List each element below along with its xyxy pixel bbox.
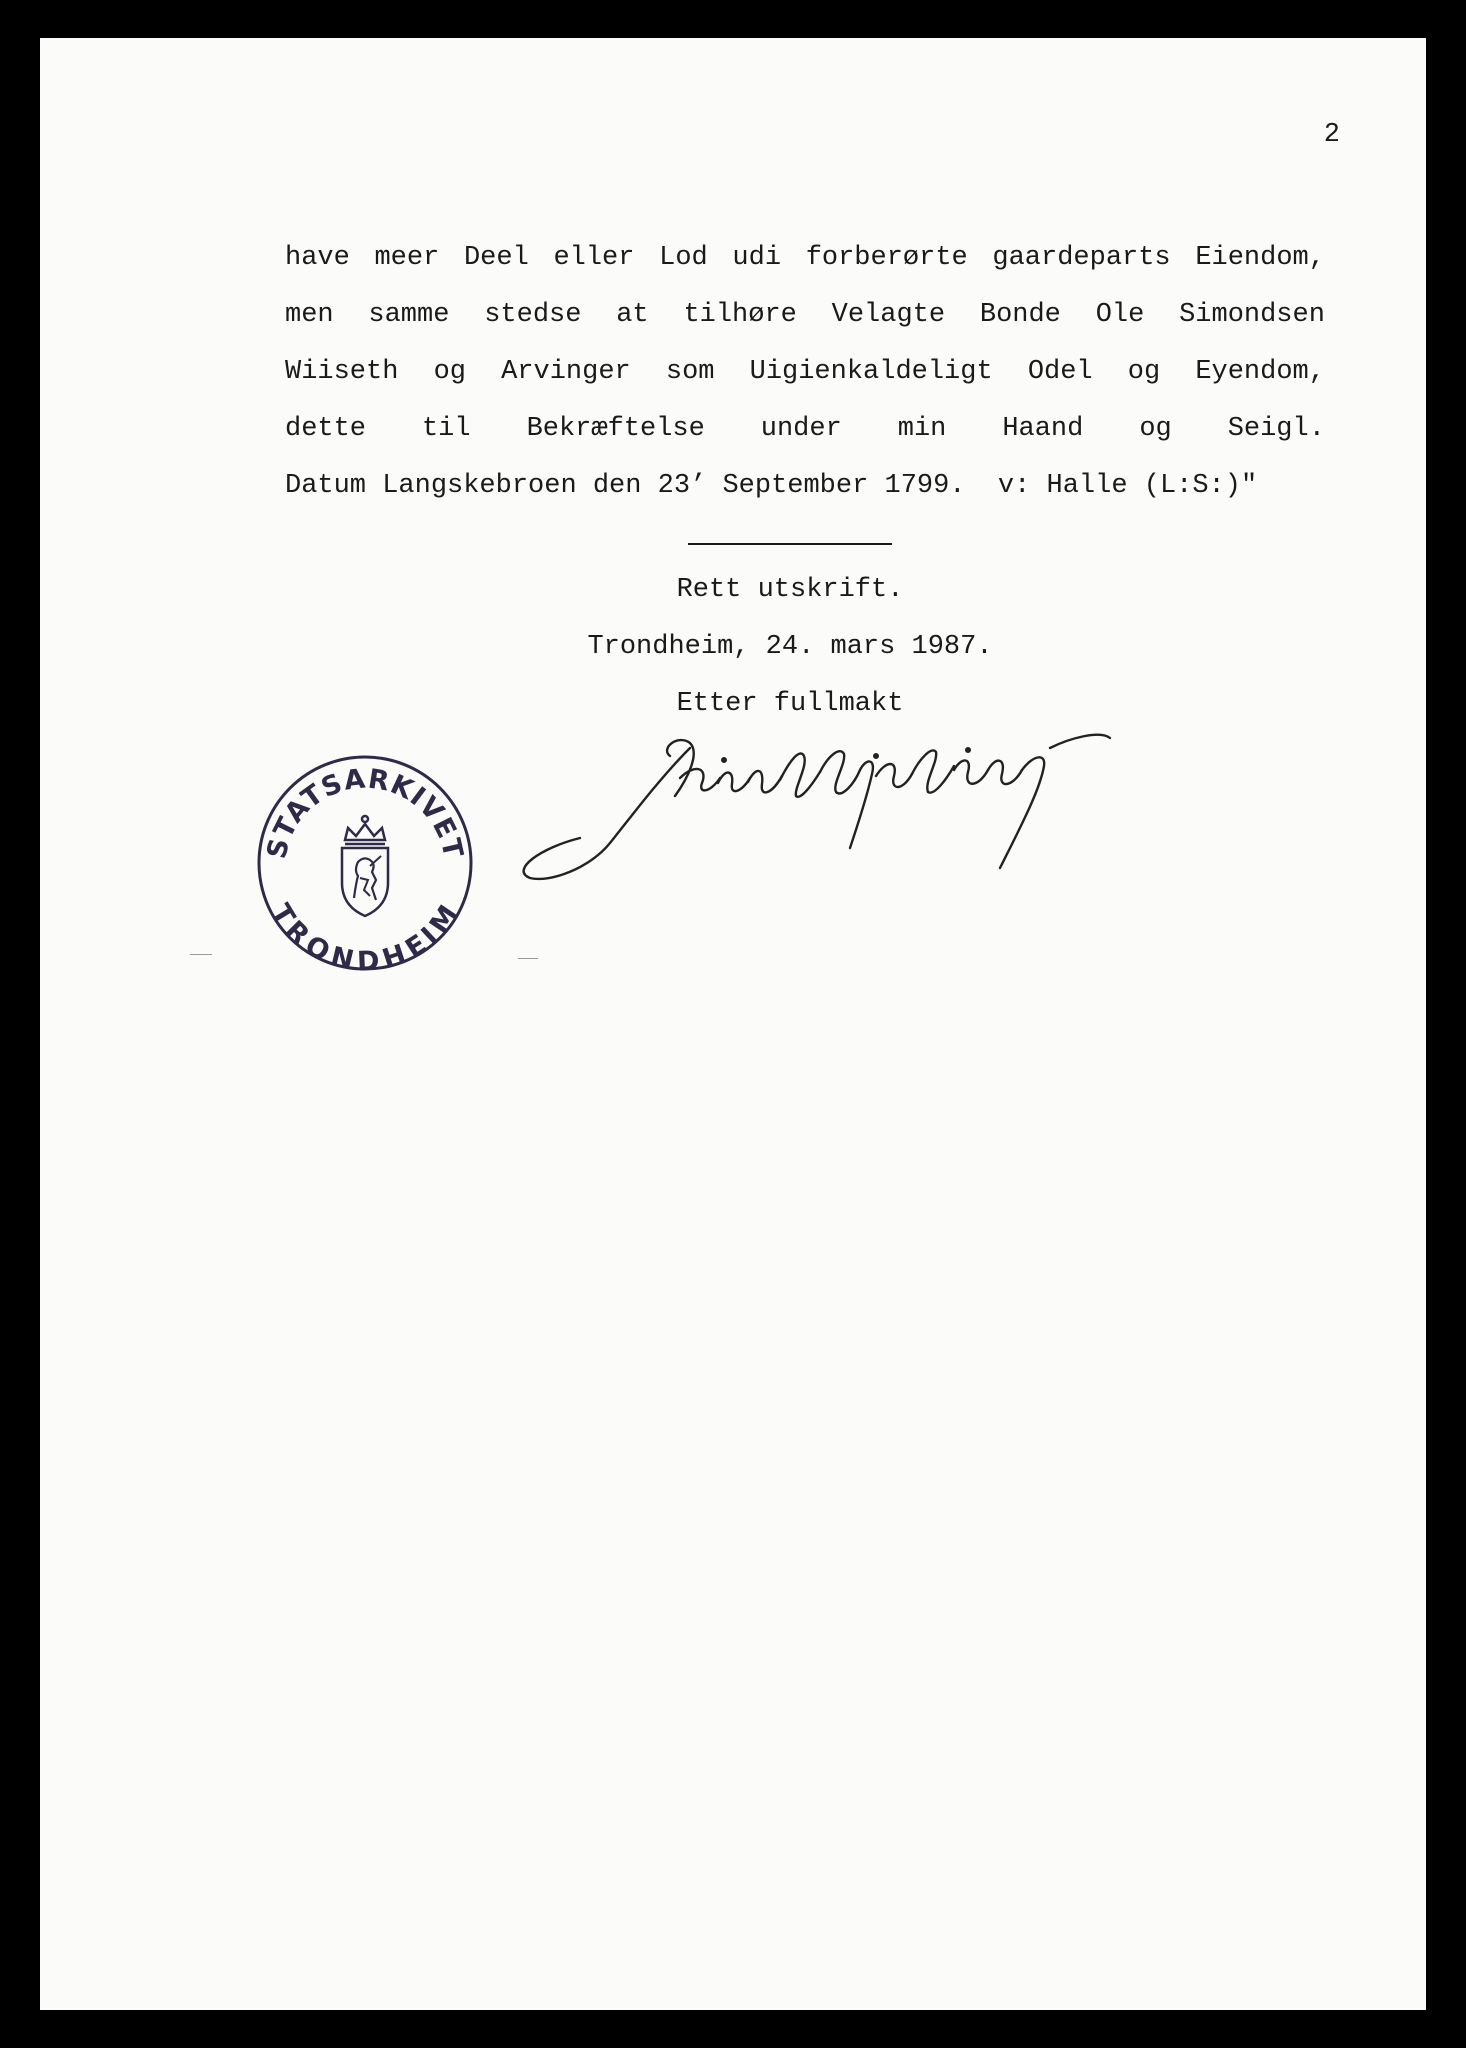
handwritten-signature	[510, 708, 1130, 898]
word: Ole	[1095, 300, 1145, 330]
word: Velagte	[831, 300, 946, 330]
word: Bonde	[979, 300, 1061, 330]
word: meer	[374, 243, 440, 273]
coat-of-arms-icon	[342, 816, 388, 916]
authority-text: Etter fullmakt	[676, 689, 904, 719]
word: gaardeparts	[992, 243, 1171, 273]
word: forberørte	[805, 243, 968, 273]
word: have	[285, 243, 350, 273]
statsarkivet-stamp	[250, 748, 480, 978]
word: og	[1127, 357, 1161, 387]
word: til	[421, 414, 471, 444]
word: udi	[732, 243, 782, 273]
word: at	[616, 300, 649, 330]
word: Eyendom,	[1195, 357, 1325, 387]
word: Uigienkaldeligt	[749, 357, 993, 387]
body-text	[285, 230, 1325, 515]
word: under	[760, 414, 842, 444]
word: Lod	[659, 243, 708, 273]
stamp-top-text: STATSARKIVET	[261, 763, 469, 862]
certification-text: Rett utskrift.	[676, 575, 904, 605]
body-line-3	[285, 344, 1325, 401]
word: som	[665, 357, 715, 387]
word: Bekræftelse	[526, 414, 705, 444]
word: tilhøre	[683, 300, 797, 330]
word: Simondsen	[1179, 300, 1325, 330]
word: Deel	[463, 243, 529, 273]
word: men	[285, 300, 334, 330]
word: og	[433, 357, 466, 387]
word: eller	[553, 243, 635, 273]
word: samme	[368, 300, 450, 330]
word: Haand	[1002, 414, 1084, 444]
body-line-2	[285, 287, 1325, 344]
word: Eiendom,	[1195, 243, 1325, 273]
document-page	[40, 38, 1426, 2010]
body-line-5	[285, 458, 1325, 515]
word: dette	[285, 414, 367, 444]
word: Wiiseth	[285, 357, 399, 387]
word: og	[1139, 414, 1172, 444]
word: min	[897, 414, 947, 444]
place-date-text: Trondheim, 24. mars 1987.	[587, 632, 993, 662]
paper-speck	[190, 954, 212, 955]
word: Arvinger	[501, 357, 631, 387]
word: Seigl.	[1227, 414, 1325, 444]
stamp-bottom-text: TRONDHEIM	[264, 898, 466, 978]
word: stedse	[484, 300, 582, 330]
dated-line: Datum Langskebroen den 23’ September 1799. v: Halle (L:S:)"	[285, 471, 1258, 501]
body-line-4	[285, 401, 1325, 458]
paper-speck	[518, 958, 538, 959]
horizontal-rule	[688, 543, 892, 545]
page-number: 2	[1323, 120, 1340, 150]
body-line-1	[285, 230, 1325, 287]
word: Odel	[1027, 357, 1093, 387]
